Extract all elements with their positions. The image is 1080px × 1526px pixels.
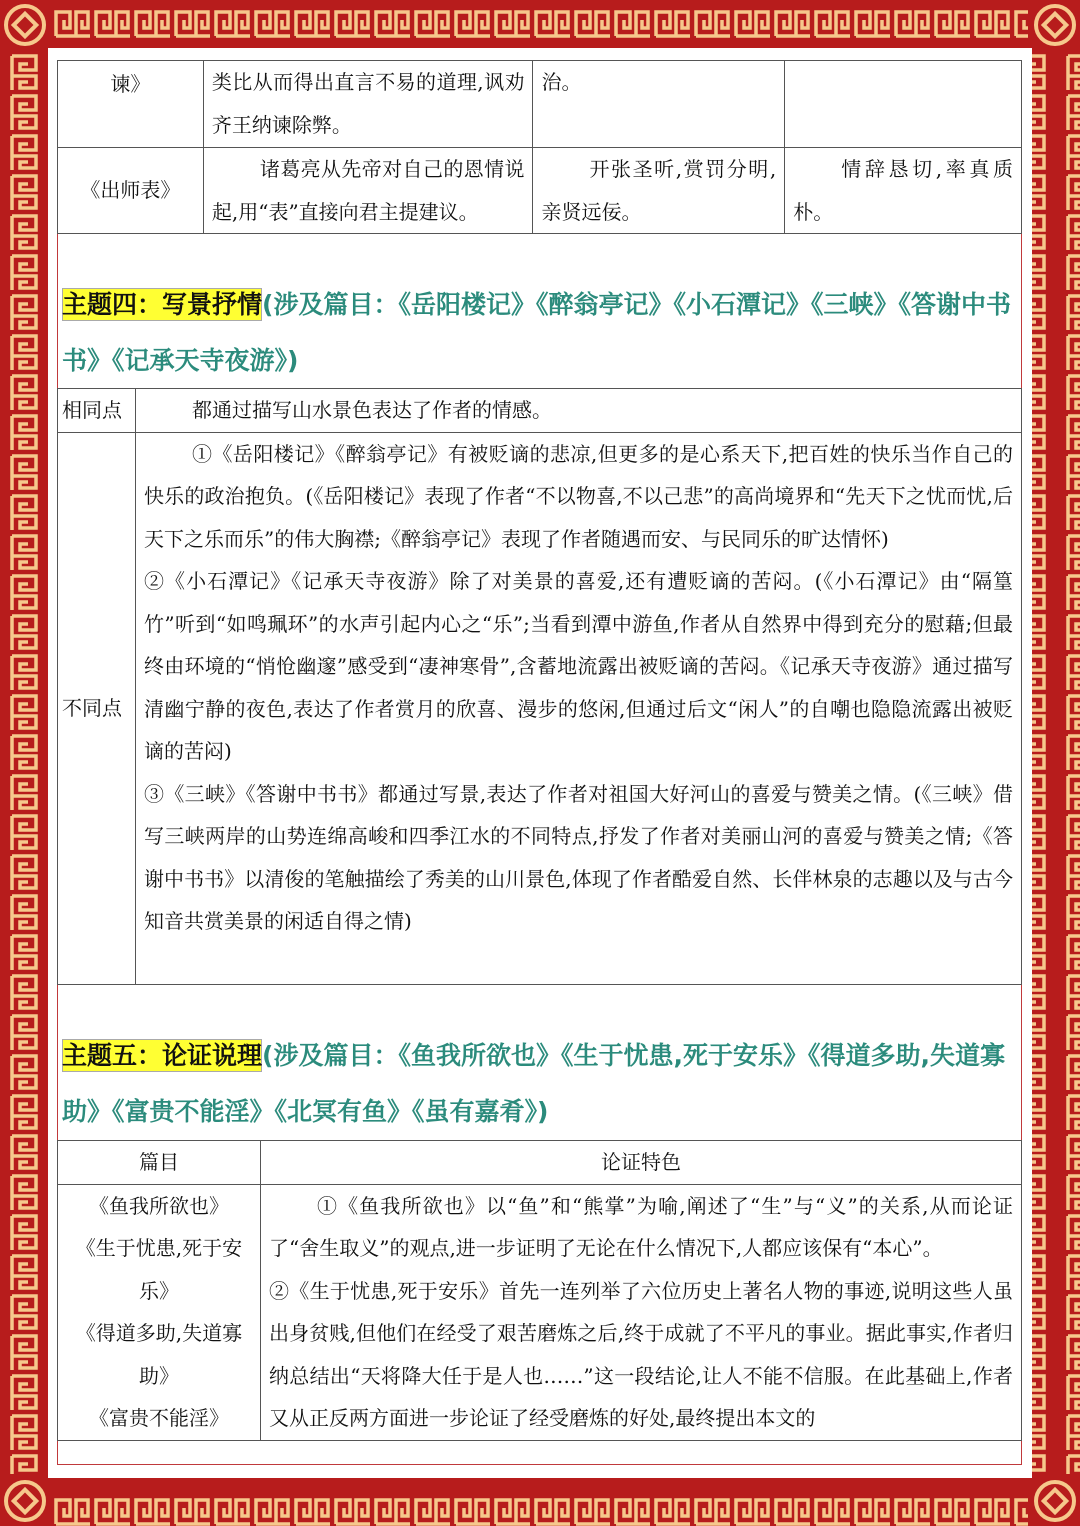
feature-cell (533, 61, 785, 148)
argument-table (57, 1140, 1022, 1441)
feature-cell (533, 148, 785, 234)
work-title: 《生于忧患,死于安乐》 (75, 1236, 243, 1303)
work-title: 《鱼我所欲也》 (89, 1193, 229, 1218)
topic-works: (涉及篇目：《鱼我所欲也》《生于忧患,死于安乐》《得道多助,失道寡助》《富贵不能淫》《北冥有鱼》《虽有嘉肴》) (62, 1041, 1005, 1126)
work-title: 谏》 (58, 61, 204, 148)
work-titles (58, 1184, 261, 1440)
cell-text: 情辞恳切,率真质朴。 (793, 157, 1013, 224)
table-header-row (58, 1141, 1022, 1185)
comparison-table-continued (57, 60, 1022, 234)
work-title: 《得道多助,失道寡助》 (75, 1321, 243, 1388)
work-title: 《出师表》 (58, 148, 204, 234)
row-content (136, 389, 1022, 433)
cell-text: 类比从而得出直言不易的道理,讽劝齐王纳谏除弊。 (211, 70, 525, 137)
style-cell (785, 61, 1022, 148)
cell-text: 诸葛亮从先帝对自己的恩情说起,用“表”直接向君主提建议。 (211, 157, 525, 224)
topic-five-heading (62, 1028, 1020, 1140)
row-content (136, 432, 1022, 984)
argument-content (261, 1184, 1022, 1440)
paragraph: ②《小石潭记》《记承天寺夜游》除了对美景的喜爱,还有遭贬谪的苦闷。(《小石潭记》由“隔篁竹”听到“如鸣珮环”的水声引起内心之“乐”;当看到潭中游鱼,作者从自然界中得到充分的慰藉;但最终由环境的“悄怆幽邃”感受到“凄神寒骨”,含蓄地流露出被贬谪的苦闷。《记承天寺夜游》通过描写清幽宁静的夜色,表达了作者赏月的欣喜、漫步的悠闲,但通过后文“闲人”的自嘲也隐隐流露出被贬谪的苦闷) (144, 569, 1013, 763)
topic-works: (涉及篇目：《岳阳楼记》《醉翁亭记》《小石潭记》《三峡》《答谢中书书》《记承天寺夜游》) (62, 290, 1011, 375)
cell-text: 开张圣听,赏罚分明,亲贤远佞。 (541, 157, 777, 224)
row-label: 不同点 (58, 432, 136, 984)
row-label: 相同点 (58, 389, 136, 433)
cell-text: 都通过描写山水景色表达了作者的情感。 (192, 398, 552, 422)
column-header: 篇目 (58, 1141, 261, 1185)
table-row (58, 432, 1022, 984)
table-row (58, 389, 1022, 433)
cell-text: 治。 (541, 70, 582, 94)
topic-four-heading (62, 277, 1020, 389)
paragraph: ②《生于忧患,死于安乐》首先一连列举了六位历史上著名人物的事迹,说明这些人虽出身贫贱,但他们在经受了艰苦磨炼之后,终于成就了不平凡的事业。据此事实,作者归纳总结出“天将降大任于是人也……”这一段结论,让人不能不信服。在此基础上,作者又从正反两方面进一步论证了经受磨炼的好处,最终提出本文的 (269, 1278, 1013, 1430)
table-row (58, 1184, 1022, 1440)
paragraph: ③《三峡》《答谢中书书》都通过写景,表达了作者对祖国大好河山的喜爱与赞美之情。(《三峡》借写三峡两岸的山势连绵高峻和四季江水的不同特点,抒发了作者对美丽山河的喜爱与赞美之情;《答谢中书书》以清俊的笔触描绘了秀美的山川景色,体现了作者酷爱自然、长伴林泉的志趣以及与古今知音共赏美景的闲适自得之情) (144, 781, 1013, 933)
content-cell (203, 61, 533, 148)
paragraph: ①《鱼我所欲也》以“鱼”和“熊掌”为喻,阐述了“生”与“义”的关系,从而论证了“舍生取义”的观点,进一步证明了无论在什么情况下,人都应该保有“本心”。 (269, 1193, 1013, 1260)
topic-label: 主题五：论证说理 (62, 1041, 263, 1070)
work-title: 《富贵不能淫》 (89, 1406, 229, 1430)
style-cell (785, 148, 1022, 234)
paragraph: ①《岳阳楼记》《醉翁亭记》有被贬谪的悲凉,但更多的是心系天下,把百姓的快乐当作自己的快乐的政治抱负。(《岳阳楼记》表现了作者“不以物喜,不以己悲”的高尚境界和“先天下之忧而忧,后天下之乐而乐”的伟大胸襟;《醉翁亭记》表现了作者随遇而安、与民同乐的旷达情怀) (144, 441, 1013, 551)
table-row (58, 61, 1022, 148)
column-header: 论证特色 (261, 1141, 1022, 1185)
content-cell (203, 148, 533, 234)
landscape-comparison-table (57, 388, 1022, 985)
table-row (58, 148, 1022, 234)
topic-label: 主题四：写景抒情 (62, 290, 263, 319)
